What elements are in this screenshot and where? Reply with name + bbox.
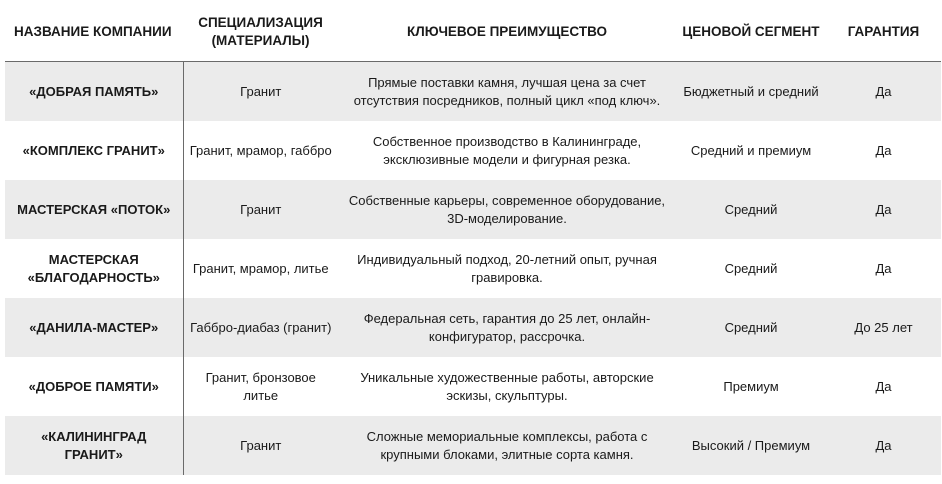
header-company-name: НАЗВАНИЕ КОМПАНИИ xyxy=(5,2,183,62)
table-row xyxy=(5,121,941,180)
warranty-cell: До 25 лет xyxy=(826,298,941,357)
warranty-cell: Да xyxy=(826,239,941,298)
price-segment-cell: Высокий / Премиум xyxy=(676,416,826,475)
table-body xyxy=(5,62,941,476)
specialization-cell: Гранит, мрамор, габбро xyxy=(183,121,338,180)
advantage-cell: Индивидуальный подход, 20-летний опыт, ручная гравировка. xyxy=(338,239,676,298)
table-row xyxy=(5,180,941,239)
table-row xyxy=(5,357,941,416)
warranty-cell: Да xyxy=(826,416,941,475)
header-specialization: СПЕЦИАЛИЗАЦИЯ (МАТЕРИАЛЫ) xyxy=(183,2,338,62)
advantage-cell: Федеральная сеть, гарантия до 25 лет, онлайн-конфигуратор, рассрочка. xyxy=(338,298,676,357)
company-name-cell: «КОМПЛЕКС ГРАНИТ» xyxy=(5,121,183,180)
table-header-row xyxy=(5,2,941,62)
table-row xyxy=(5,239,941,298)
specialization-cell: Гранит xyxy=(183,416,338,475)
advantage-cell: Уникальные художественные работы, авторские эскизы, скульптуры. xyxy=(338,357,676,416)
warranty-cell: Да xyxy=(826,62,941,122)
price-segment-cell: Средний и премиум xyxy=(676,121,826,180)
table-row xyxy=(5,416,941,475)
company-name-cell: МАСТЕРСКАЯ «ПОТОК» xyxy=(5,180,183,239)
header-price-segment: ЦЕНОВОЙ СЕГМЕНТ xyxy=(676,2,826,62)
price-segment-cell: Премиум xyxy=(676,357,826,416)
company-name-cell: «ДОБРОЕ ПАМЯТИ» xyxy=(5,357,183,416)
advantage-cell: Собственное производство в Калининграде, эксклюзивные модели и фигурная резка. xyxy=(338,121,676,180)
advantage-cell: Собственные карьеры, современное оборудование, 3D-моделирование. xyxy=(338,180,676,239)
company-name-cell: МАСТЕРСКАЯ «БЛАГОДАРНОСТЬ» xyxy=(5,239,183,298)
warranty-cell: Да xyxy=(826,357,941,416)
warranty-cell: Да xyxy=(826,180,941,239)
header-warranty: ГАРАНТИЯ xyxy=(826,2,941,62)
company-name-cell: «КАЛИНИНГРАД ГРАНИТ» xyxy=(5,416,183,475)
advantage-cell: Сложные мемориальные комплексы, работа с крупными блоками, элитные сорта камня. xyxy=(338,416,676,475)
table-row xyxy=(5,298,941,357)
table-row xyxy=(5,62,941,122)
specialization-cell: Гранит xyxy=(183,62,338,122)
price-segment-cell: Средний xyxy=(676,180,826,239)
price-segment-cell: Бюджетный и средний xyxy=(676,62,826,122)
price-segment-cell: Средний xyxy=(676,298,826,357)
specialization-cell: Гранит, бронзовое литье xyxy=(183,357,338,416)
company-name-cell: «ДАНИЛА-МАСТЕР» xyxy=(5,298,183,357)
company-name-cell: «ДОБРАЯ ПАМЯТЬ» xyxy=(5,62,183,122)
warranty-cell: Да xyxy=(826,121,941,180)
specialization-cell: Габбро-диабаз (гранит) xyxy=(183,298,338,357)
price-segment-cell: Средний xyxy=(676,239,826,298)
advantage-cell: Прямые поставки камня, лучшая цена за счет отсутствия посредников, полный цикл «под ключ». xyxy=(338,62,676,122)
specialization-cell: Гранит, мрамор, литье xyxy=(183,239,338,298)
header-key-advantage: КЛЮЧЕВОЕ ПРЕИМУЩЕСТВО xyxy=(338,2,676,62)
comparison-table xyxy=(5,2,941,475)
specialization-cell: Гранит xyxy=(183,180,338,239)
